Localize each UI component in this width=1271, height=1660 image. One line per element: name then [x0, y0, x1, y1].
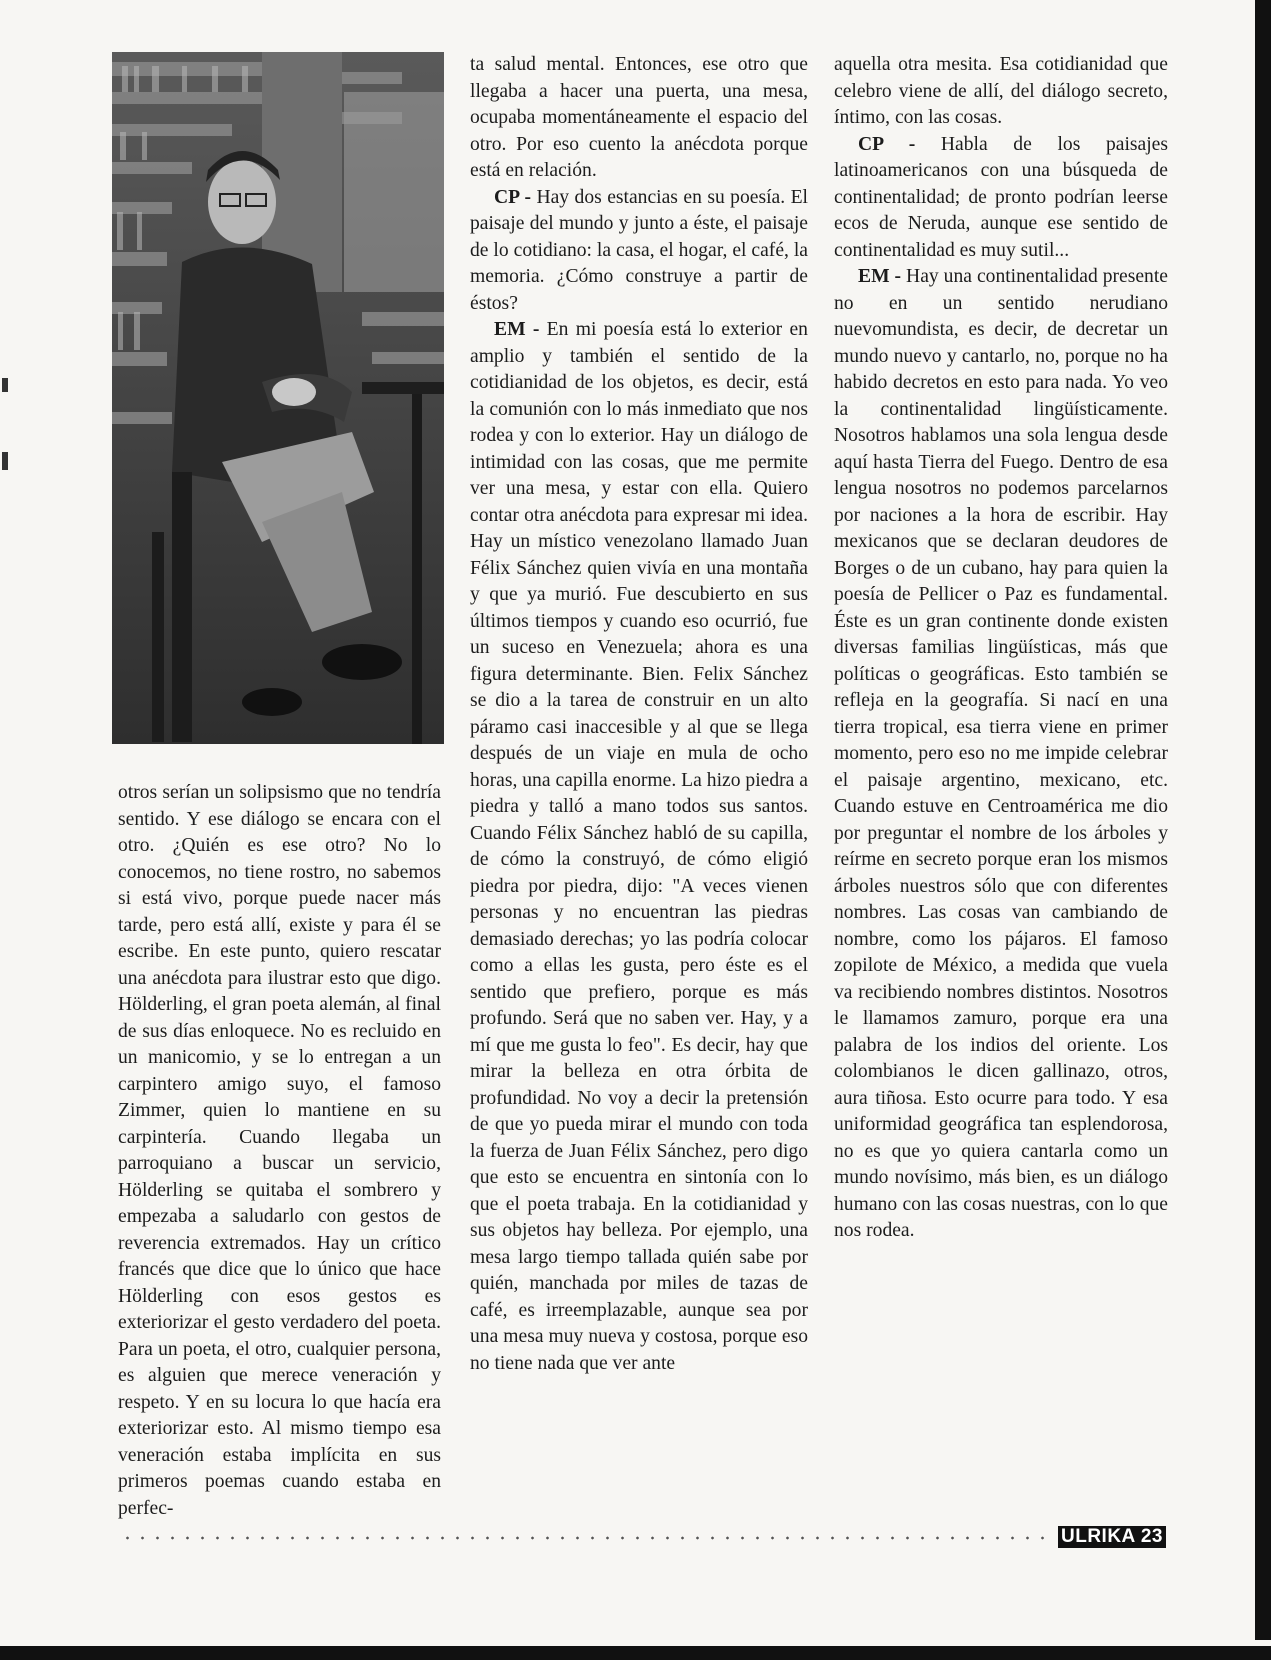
- text-column-3: [834, 52, 1168, 1245]
- speaker-label: EM -: [494, 319, 540, 340]
- paragraph: ta salud mental. Entonces, ese otro que llegaba a hacer una puerta, una mesa, ocupaba momentáneamente el espacio del otro. Por eso cuento la anécdota porque está en relación.: [470, 54, 808, 181]
- speaker-label: CP -: [494, 186, 532, 208]
- footer-dotted-rule: [120, 1536, 1050, 1540]
- paragraph-text: Hay dos estancias en su poesía. El paisaje del mundo y junto a éste, el paisaje de lo cotidiano: la casa, el hogar, el café, la memoria. ¿Cómo construye a partir de éstos?: [470, 186, 808, 314]
- paragraph-text: En mi poesía está lo exterior en amplio y también el sentido de la cotidianidad de los objetos, es decir, está la comunión con lo más inmediato que nos rodea y con lo exterior. Hay un diálogo de intimidad con las cosas, que me permite ver una mesa, y estar con ella. Quiero contar otra anécdota para expresar mi idea. Hay un místico venezolano llamado Juan Félix Sánchez quien vivía en una montaña y que ya murió. Fue descubierto en sus últimos tiempos y cuando eso ocurrió, fue un suceso en Venezuela; ahora es una figura determinante. Bien. Felix Sánchez se dio a la tarea de construir en un alto páramo casi inaccesible y al que se llega después de un viaje en mula de ocho horas, una capilla enorme. La hizo piedra a piedra y talló a mano todos sus santos. Cuando Félix Sánchez habló de su capilla, de cómo la construyó, de cómo eligió piedra por piedra, dijo: "A veces vienen personas y no encuentran las piedras demasiado derechas; yo las podría colocar como a ellas les gusta, pero éste es el sentido que prefiero, porque es más profundo. Será que no saben ver. Hay, y a mí que me gusta lo feo". Es decir, hay que mirar la belleza en otra órbita de profundidad. No voy a decir la pretensión de que yo pueda mirar el mundo con toda la fuerza de Juan Félix Sánchez, pero digo que esto se encuentra en sintonía con lo que el poeta trabaja. En la cotidianidad y sus objetos hay belleza. Por ejemplo, una mesa largo tiempo tallada quién sabe por quién, manchada por miles de tazas de café, es irreemplazable, aunque sea por una mesa muy nueva y costosa, porque eso no tiene nada que ver ante: [470, 319, 808, 1374]
- margin-mark: [2, 452, 8, 470]
- portrait-photo-icon: [112, 52, 444, 744]
- paragraph: [470, 185, 808, 318]
- paragraph-text: Hay una continentalidad presente no en un sentido nerudiano nuevomundista, es decir, de decretar un mundo nuevo y cantarlo, no, porque no ha habido decretos en esto para nada. Yo veo la continentalidad lingüísticamente. Nosotros hablamos una sola lengua desde aquí hasta Tierra del Fuego. Dentro de esa lengua nosotros no podemos parcelarnos por naciones a la hora de escribir. Hay mexicanos que se declaran deudores de Borges o de un cubano, hay para quien la poesía de Pellicer o Paz es fundamental. Éste es un gran continente donde existen diversas familias lingüísticas, más que políticas o geográficas. Esto también se refleja en la geografía. Si nací en una tierra tropical, esa tierra viene en primer momento, pero eso no me impide celebrar el paisaje argentino, mexicano, etc. Cuando estuve en Centroamérica me dio por preguntar el nombre de los árboles y reírme en secreto porque eran los mismos árboles nuestros sólo que con diferentes nombres. Las cosas van cambiando de nombre, como los pájaros. El famoso zopilote de México, a medida que vuela va recibiendo nombres distintos. Nosotros le llamamos zamuro, porque era una palabra de los indios del oriente. Los colombianos le dicen gallinazo, otros, aura tiñosa. Esto ocurre para todo. Y esa uniformidad geográfica tan esplendorosa, no es que yo quiera cantarla como un mundo novísimo, más bien, es un diálogo humano con las cosas nuestras, con lo que nos rodea.: [834, 266, 1168, 1241]
- author-portrait-photo: [112, 52, 444, 744]
- text-column-1: [118, 780, 441, 1522]
- page-edge-bottom: [0, 1646, 1271, 1660]
- paragraph-text: Habla de los paisajes latinoamericanos con una búsqueda de continentalidad; de pronto podrían leerse ecos de Neruda, aunque ese sentido de continentalidad es muy sutil...: [834, 133, 1168, 261]
- speaker-label: CP -: [858, 133, 916, 155]
- text-column-2: [470, 52, 808, 1377]
- page-folio: ULRIKA 23: [1058, 1526, 1166, 1548]
- page-edge-right: [1255, 0, 1271, 1640]
- paragraph: [834, 132, 1168, 265]
- paragraph: otros serían un solipsismo que no tendría sentido. Y ese diálogo se encara con el otro. ¿Quién es ese otro? No lo conocemos, no tiene rostro, no sabemos si está vivo, porque puede nacer más tarde, pero está allí, existe y para él se escribe. En este punto, quiero rescatar una anécdota para ilustrar esto que digo. Hölderling, el gran poeta alemán, al final de sus días enloquece. No es recluido en un manicomio, y se lo entregan a un carpintero amigo suyo, el famoso Zimmer, quien lo mantiene en su carpintería. Cuando llegaba un parroquiano a buscar un servicio, Hölderling se quitaba el sombrero y empezaba a saludarlo con gestos de reverencia extremados. Hay un crítico francés que dice que lo único que hace Hölderling con esos gestos es exteriorizar el gesto verdadero del poeta. Para un poeta, el otro, cualquier persona, es alguien que merece veneración y respeto. Y en su locura lo que hacía era exteriorizar esto. Al mismo tiempo esa veneración estaba implícita en sus primeros poemas cuando estaba en perfec-: [118, 782, 441, 1519]
- paragraph: [834, 264, 1168, 1245]
- paragraph: aquella otra mesita. Esa cotidianidad que celebro viene de allí, del diálogo secreto, íntimo, con las cosas.: [834, 54, 1168, 128]
- speaker-label: EM -: [858, 266, 902, 287]
- paragraph: [470, 317, 808, 1377]
- margin-mark: [2, 378, 8, 392]
